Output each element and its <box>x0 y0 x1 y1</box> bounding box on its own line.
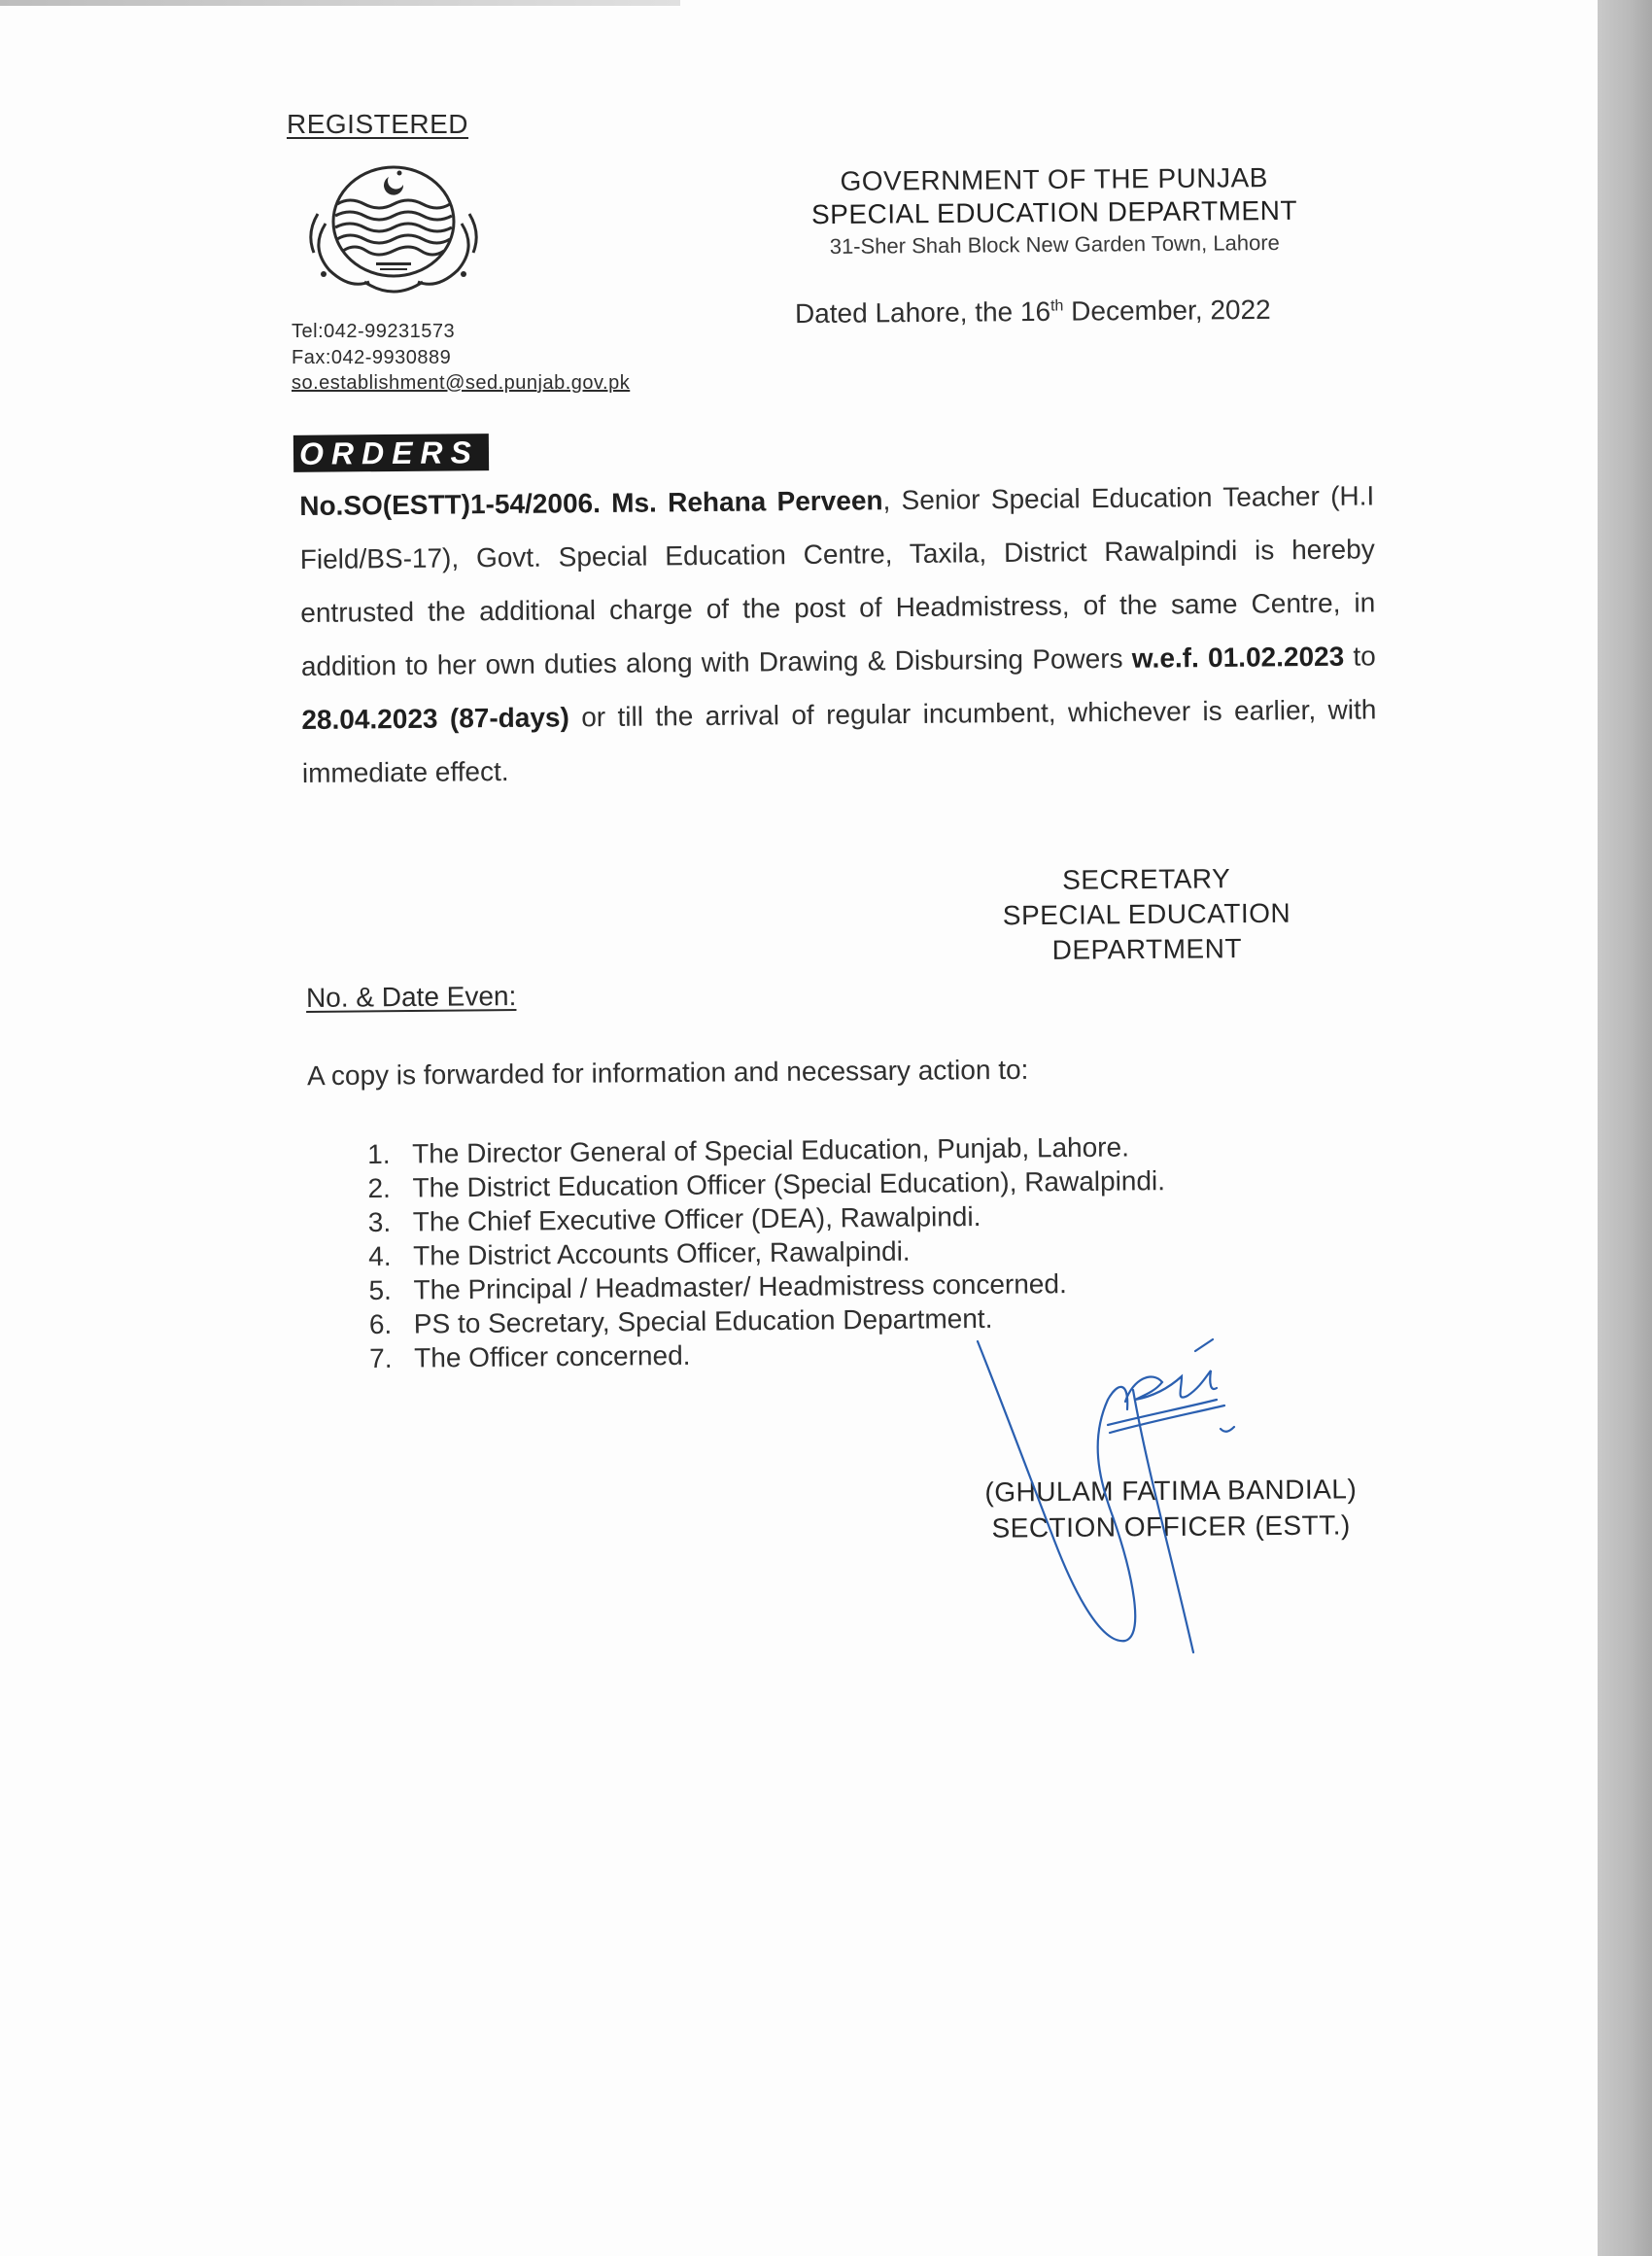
list-item-text: PS to Secretary, Special Education Department. <box>413 1302 993 1339</box>
email-link[interactable]: so.establishment@sed.punjab.gov.pk <box>292 372 631 394</box>
list-item-text: The District Education Officer (Special Education), Rawalpindi. <box>412 1165 1166 1203</box>
list-item-number: 1. <box>367 1138 391 1169</box>
secretary-title: SECRETARY <box>1062 863 1231 895</box>
order-text-3: or till the arrival of regular incumbent, whichever is earlier, with immediate effect. <box>301 694 1377 788</box>
copy-forwarded-line: A copy is forwarded for information and necessary action to: <box>306 1054 1029 1092</box>
telephone-number: Tel:042-99231573 <box>292 321 456 342</box>
signatory-designation: SECTION OFFICER (ESTT.) <box>991 1510 1351 1544</box>
secretary-block <box>981 861 1313 969</box>
list-item-text: The Officer concerned. <box>414 1339 691 1373</box>
list-item-number: 6. <box>368 1308 393 1339</box>
list-item-number: 5. <box>368 1274 393 1305</box>
secretary-dept-line1: SPECIAL EDUCATION <box>1002 897 1291 931</box>
list-item-text: The Principal / Headmaster/ Headmistress concerned. <box>413 1268 1067 1305</box>
order-text-2: to <box>1344 641 1376 672</box>
list-item-number: 4. <box>368 1240 392 1271</box>
scan-edge-top <box>0 0 680 6</box>
scan-edge-right <box>1598 0 1652 2256</box>
order-paragraph <box>299 469 1377 800</box>
dated-suffix: December, 2022 <box>1063 294 1271 327</box>
signatory-name: (GHULAM FATIMA BANDIAL) <box>984 1474 1358 1508</box>
handwritten-signature <box>962 1332 1273 1662</box>
list-item-text: The Director General of Special Education, Punjab, Lahore. <box>412 1131 1130 1169</box>
punjab-emblem-icon <box>296 156 491 301</box>
order-number: No.SO(ESTT)1-54/2006. <box>299 488 602 521</box>
department-address: 31-Sher Shah Block New Garden Town, Lahore <box>829 229 1280 260</box>
fax-number: Fax:042-9930889 <box>292 347 452 368</box>
registered-label: REGISTERED <box>287 109 469 139</box>
list-item-text: The District Accounts Officer, Rawalpindi. <box>413 1235 911 1271</box>
secretary-dept-line2: DEPARTMENT <box>1051 933 1243 965</box>
dated-prefix: Dated Lahore, the 16 <box>794 295 1051 330</box>
letterhead <box>768 160 1342 260</box>
department-title: SPECIAL EDUCATION DEPARTMENT <box>810 194 1298 230</box>
list-item-text: The Chief Executive Officer (DEA), Rawalpindi. <box>412 1200 981 1237</box>
effective-to: 28.04.2023 (87-days) <box>301 702 569 735</box>
list-item-number: 2. <box>367 1172 392 1203</box>
dated-superscript: th <box>1050 297 1064 315</box>
effective-from: w.e.f. 01.02.2023 <box>1131 641 1345 674</box>
no-date-even-heading: No. & Date Even: <box>305 981 517 1013</box>
employee-name: Ms. Rehana Perveen <box>611 485 883 518</box>
dated-line <box>795 295 1271 330</box>
orders-badge: ORDERS <box>293 434 489 472</box>
government-title: GOVERNMENT OF THE PUNJAB <box>840 162 1269 196</box>
list-item-number: 7. <box>369 1342 393 1373</box>
order-text-1: , Senior Special Education Teacher (H.I Field/BS-17), Govt. Special Education Centre, Taxila, District Rawalpindi is hereby entrusted the additional charge of the post of Headmistress, of the same Centre, in addition to her own duties along with Drawing & Disbursing Powers <box>299 480 1376 681</box>
list-item-number: 3. <box>367 1206 392 1237</box>
